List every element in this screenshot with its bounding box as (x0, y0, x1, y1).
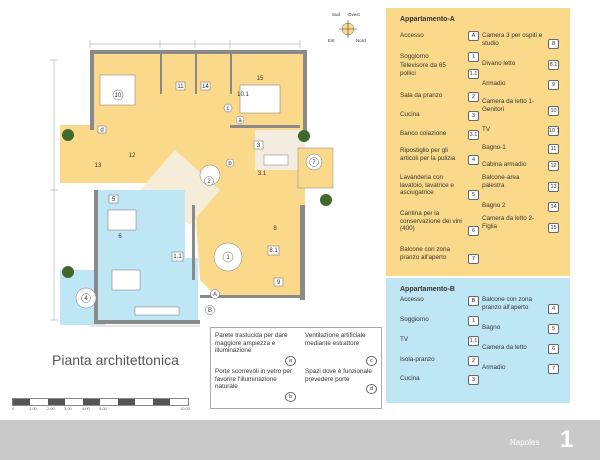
list-item: Sala da pranzo 2 (400, 92, 478, 100)
marker-7 (310, 158, 319, 167)
list-item: Isola-pranzo 2 (400, 356, 478, 364)
list-item: Camera da letto 1-Genitori 10 (482, 98, 544, 113)
svg-text:d: d (100, 127, 104, 134)
compass-sud: Sud (332, 12, 341, 17)
list-item: Balcone con zona pranzo all'aperto 4 (482, 296, 544, 311)
list-item: Armadio 9 (482, 80, 546, 88)
list-item: Soggiorno 1 (400, 316, 478, 324)
scale-label: 2.00 (47, 406, 55, 411)
list-item: Accesso A (400, 32, 478, 40)
svg-text:13: 13 (94, 163, 102, 169)
compass-nord: Nord (356, 38, 366, 43)
svg-text:11: 11 (177, 84, 184, 90)
page-number: 1 (560, 426, 574, 453)
list-item: Balcone con zona pranzo all'aperto 7 (400, 246, 460, 261)
list-item: TV 1.1 (400, 336, 478, 344)
list-item: Cucina 3 (400, 111, 478, 119)
scale-label: 5.00 (99, 406, 107, 411)
marker-access-a (211, 290, 220, 299)
svg-text:1.1: 1.1 (173, 254, 182, 260)
svg-text:8.1: 8.1 (269, 248, 278, 254)
list-item: Camera da letto 6 (482, 344, 546, 352)
svg-text:10: 10 (114, 93, 122, 99)
svg-text:10.1: 10.1 (237, 92, 249, 98)
marker-10 (113, 90, 123, 100)
svg-text:7: 7 (312, 160, 316, 166)
marker-8-1 (268, 246, 279, 255)
apartment-a-panel (386, 8, 570, 276)
marker-b (226, 159, 234, 167)
marker-10-1 (237, 92, 249, 98)
scale-label: 0 (12, 406, 15, 411)
svg-text:1: 1 (226, 255, 230, 261)
marker-9 (274, 278, 283, 286)
svg-text:3: 3 (256, 143, 261, 149)
scale-labels (8, 406, 198, 414)
legend-item-d: Spazi dove è funzionale prevedere porte d (305, 368, 377, 383)
page-title: Pianta architettonica (52, 352, 179, 368)
svg-text:15: 15 (256, 76, 264, 82)
list-item: Ripostiglio per gli articoli per la pulizia 4 (400, 147, 466, 162)
legend-item-c: Ventilazione artificiale mediante estrattore c (305, 332, 377, 347)
marker-5 (109, 195, 118, 203)
legend-code: c (366, 356, 377, 366)
list-item: Divano letto 8.1 (482, 60, 558, 68)
list-item: Armadio 7 (482, 364, 546, 372)
marker-3 (254, 141, 263, 149)
svg-text:3.1: 3.1 (257, 171, 267, 177)
svg-text:8: 8 (273, 226, 277, 232)
list-item: Balcone-area palestra 13 (482, 174, 540, 189)
svg-text:B: B (207, 308, 213, 314)
marker-c (224, 104, 232, 112)
svg-text:5: 5 (111, 197, 116, 203)
marker-2 (205, 177, 214, 186)
list-item: Televisore da 65 pollici 1.1 (400, 62, 478, 77)
list-item: TV 10.1 (482, 126, 560, 134)
legend-code: b (285, 392, 296, 402)
svg-text:4: 4 (84, 296, 88, 302)
legend-item-a: Parete traslucida per dare maggiore ampiezza e illuminazione a (215, 332, 299, 355)
marker-15 (257, 76, 264, 82)
compass-est: Est (328, 38, 335, 43)
apartment-b-title: Appartamento-B (400, 286, 455, 293)
svg-text:12: 12 (128, 153, 136, 159)
svg-text:2: 2 (207, 179, 211, 185)
list-item: Accesso B (400, 296, 478, 304)
marker-13 (95, 163, 102, 169)
list-item: Soggiorno 1 (400, 53, 478, 61)
list-item: Camera 3 per ospiti e studio 8 (482, 32, 546, 47)
marker-a (236, 116, 244, 124)
compass-ovest: Ovest (348, 12, 360, 17)
marker-14 (201, 82, 210, 90)
marker-3-1 (258, 171, 267, 177)
svg-text:c: c (226, 106, 230, 112)
footer-city: Napoles (510, 438, 540, 447)
marker-12 (129, 153, 136, 159)
scale-bar (12, 398, 189, 406)
svg-text:A: A (212, 292, 218, 298)
list-item: Camera da letto 2-Figlia 15 (482, 215, 542, 230)
marker-11 (176, 82, 185, 90)
list-item: Lavanderia con lavatoio, lavatrice e asciugatrice 5 (400, 174, 462, 197)
list-item: Banco colazione 3.1 (400, 130, 478, 138)
marker-4 (82, 294, 91, 303)
svg-text:a: a (238, 118, 242, 124)
scale-label: 3.00 (64, 406, 72, 411)
symbol-legend (210, 327, 382, 409)
list-item: Bagno-1 11 (482, 144, 546, 152)
marker-1 (223, 252, 233, 262)
list-item: Cucina 3 (400, 375, 478, 383)
svg-text:6: 6 (118, 234, 122, 240)
svg-text:14: 14 (202, 84, 209, 90)
marker-access-b (206, 306, 215, 315)
list-item: Cantina per la conservazione dei vini (400) 6 (400, 210, 462, 233)
scale-label: 4.00 (82, 406, 90, 411)
apartment-b-panel (386, 278, 570, 403)
list-item: Cabina armadio 12 (482, 161, 546, 169)
apartment-a-title: Appartamento-A (400, 16, 455, 23)
list-item: Bagno 5 (482, 324, 546, 332)
legend-code: a (285, 356, 296, 366)
scale-label: 10.00 (180, 406, 191, 411)
svg-text:b: b (228, 161, 232, 167)
list-item: Bagno 2 14 (482, 202, 546, 210)
scale-label: 1.00 (29, 406, 37, 411)
legend-code: d (366, 384, 377, 394)
compass (328, 12, 368, 46)
legend-item-b: Porte scorrevoli in vetro per favorire l'illuminazione naturale b (215, 368, 299, 391)
marker-1-1 (172, 252, 183, 261)
marker-d (98, 126, 106, 134)
svg-text:9: 9 (276, 280, 281, 286)
